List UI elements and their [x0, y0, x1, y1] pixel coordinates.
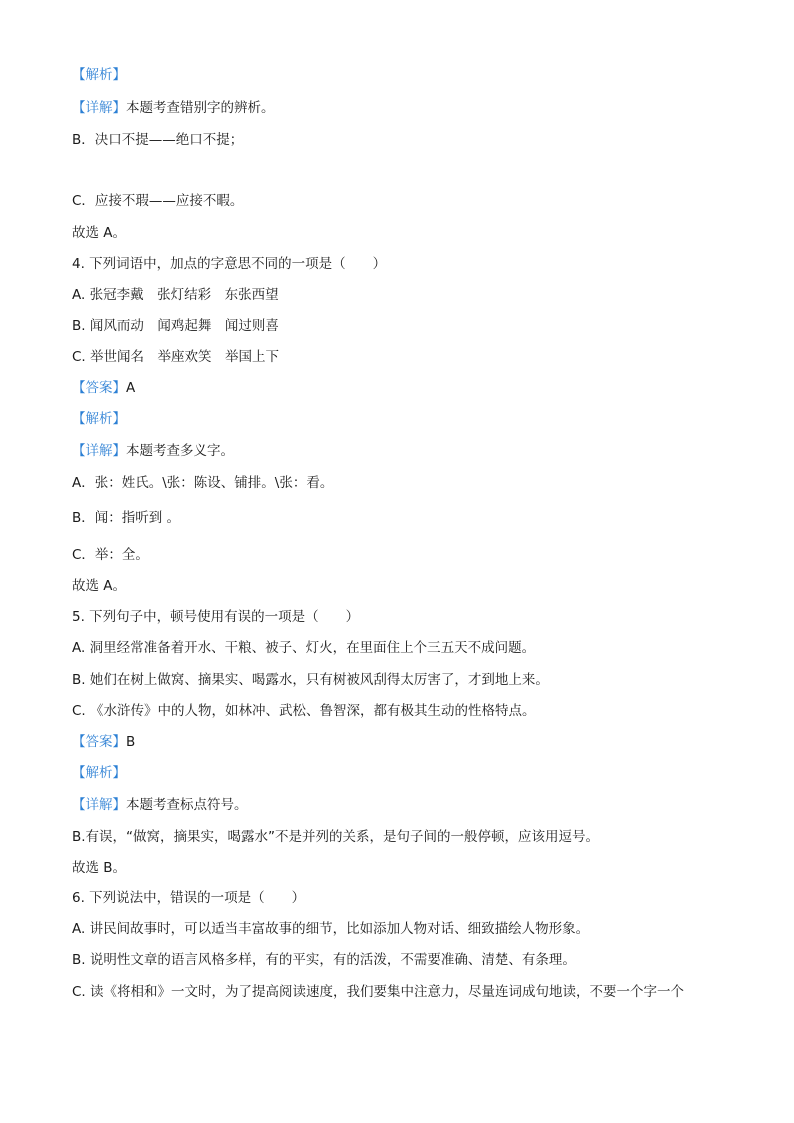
line-text: 故选 A。: [72, 578, 127, 594]
bracket-label: 【解析】: [72, 67, 126, 83]
line-text: 6. 下列说法中，错误的一项是（ ）: [72, 890, 306, 906]
line-text: B. 闻风而动 闻鸡起舞 闻过则喜: [72, 318, 279, 334]
option-b: [72, 951, 576, 969]
doc-line: [72, 192, 243, 210]
option-b: [72, 317, 279, 335]
line-text: 4. 下列词语中，加点的字意思不同的一项是（ ）: [72, 256, 387, 272]
question-6-stem: [72, 889, 305, 907]
question-4-stem: [72, 255, 386, 273]
option-a: [72, 286, 279, 304]
line-text: A: [126, 380, 136, 396]
answer-line: [72, 379, 135, 397]
line-text: C. 举世闻名 举座欢笑 举国上下: [72, 349, 280, 365]
option-c: [72, 983, 684, 1001]
answer-line: [72, 733, 135, 751]
doc-line: [72, 796, 248, 814]
line-text: 本题考查多义字。: [126, 443, 234, 459]
bracket-label: 【解析】: [72, 765, 126, 781]
doc-line: [72, 66, 126, 84]
question-5-stem: [72, 608, 359, 626]
bracket-label: 【答案】: [72, 734, 126, 750]
option-b: [72, 671, 549, 689]
line-text: 本题考查错别字的辨析。: [126, 100, 275, 116]
doc-line: [72, 828, 599, 846]
line-text: 本题考查标点符号。: [126, 797, 248, 813]
doc-line: [72, 509, 180, 527]
doc-line: [72, 764, 126, 782]
bracket-label: 【答案】: [72, 380, 126, 396]
doc-line: [72, 546, 149, 564]
option-a: [72, 639, 535, 657]
line-text: B.有误，“做窝，摘果实，喝露水”不是并列的关系，是句子间的一般停顿，应该用逗号。: [72, 829, 600, 845]
option-c: [72, 348, 279, 366]
bracket-label: 【详解】: [72, 100, 126, 116]
bracket-label: 【解析】: [72, 411, 126, 427]
line-text: B．决口不提——绝口不提；: [72, 132, 244, 148]
line-text: B. 说明性文章的语言风格多样，有的平实，有的活泼，不需要准确、清楚、有条理。: [72, 952, 576, 968]
doc-line: [72, 859, 126, 877]
line-text: 故选 A。: [72, 225, 127, 241]
doc-line: [72, 474, 333, 492]
line-text: C. 读《将相和》一文时，为了提高阅读速度，我们要集中注意力，尽量连词成句地读，不要一个字一个: [72, 984, 685, 1000]
option-c: [72, 702, 536, 720]
line-text: C．举：全。: [72, 547, 149, 563]
line-text: B: [126, 734, 136, 750]
bracket-label: 【详解】: [72, 797, 126, 813]
line-text: A. 张冠李戴 张灯结彩 东张西望: [72, 287, 279, 303]
doc-line: [72, 131, 243, 149]
bracket-label: 【详解】: [72, 443, 126, 459]
line-text: C. 《水浒传》中的人物，如林冲、武松、鲁智深，都有极其生动的性格特点。: [72, 703, 536, 719]
line-text: A. 洞里经常准备着开水、干粮、被子、灯火，在里面住上个三五天不成问题。: [72, 640, 536, 656]
doc-line: [72, 99, 275, 117]
line-text: C．应接不瑕——应接不暇。: [72, 193, 244, 209]
line-text: A．张：姓氏。\张：陈设、铺排。\张：看。: [72, 475, 334, 491]
doc-line: [72, 577, 126, 595]
doc-line: [72, 410, 126, 428]
doc-line: [72, 442, 234, 460]
line-text: B. 她们在树上做窝、摘果实、喝露水，只有树被风刮得太厉害了，才到地上来。: [72, 672, 549, 688]
doc-line: [72, 224, 126, 242]
line-text: B．闻：指听到 。: [72, 510, 181, 526]
line-text: A. 讲民间故事时，可以适当丰富故事的细节，比如添加人物对话、细致描绘人物形象。: [72, 921, 590, 937]
option-a: [72, 920, 589, 938]
line-text: 5. 下列句子中，顿号使用有误的一项是（ ）: [72, 609, 360, 625]
line-text: 故选 B。: [72, 860, 127, 876]
